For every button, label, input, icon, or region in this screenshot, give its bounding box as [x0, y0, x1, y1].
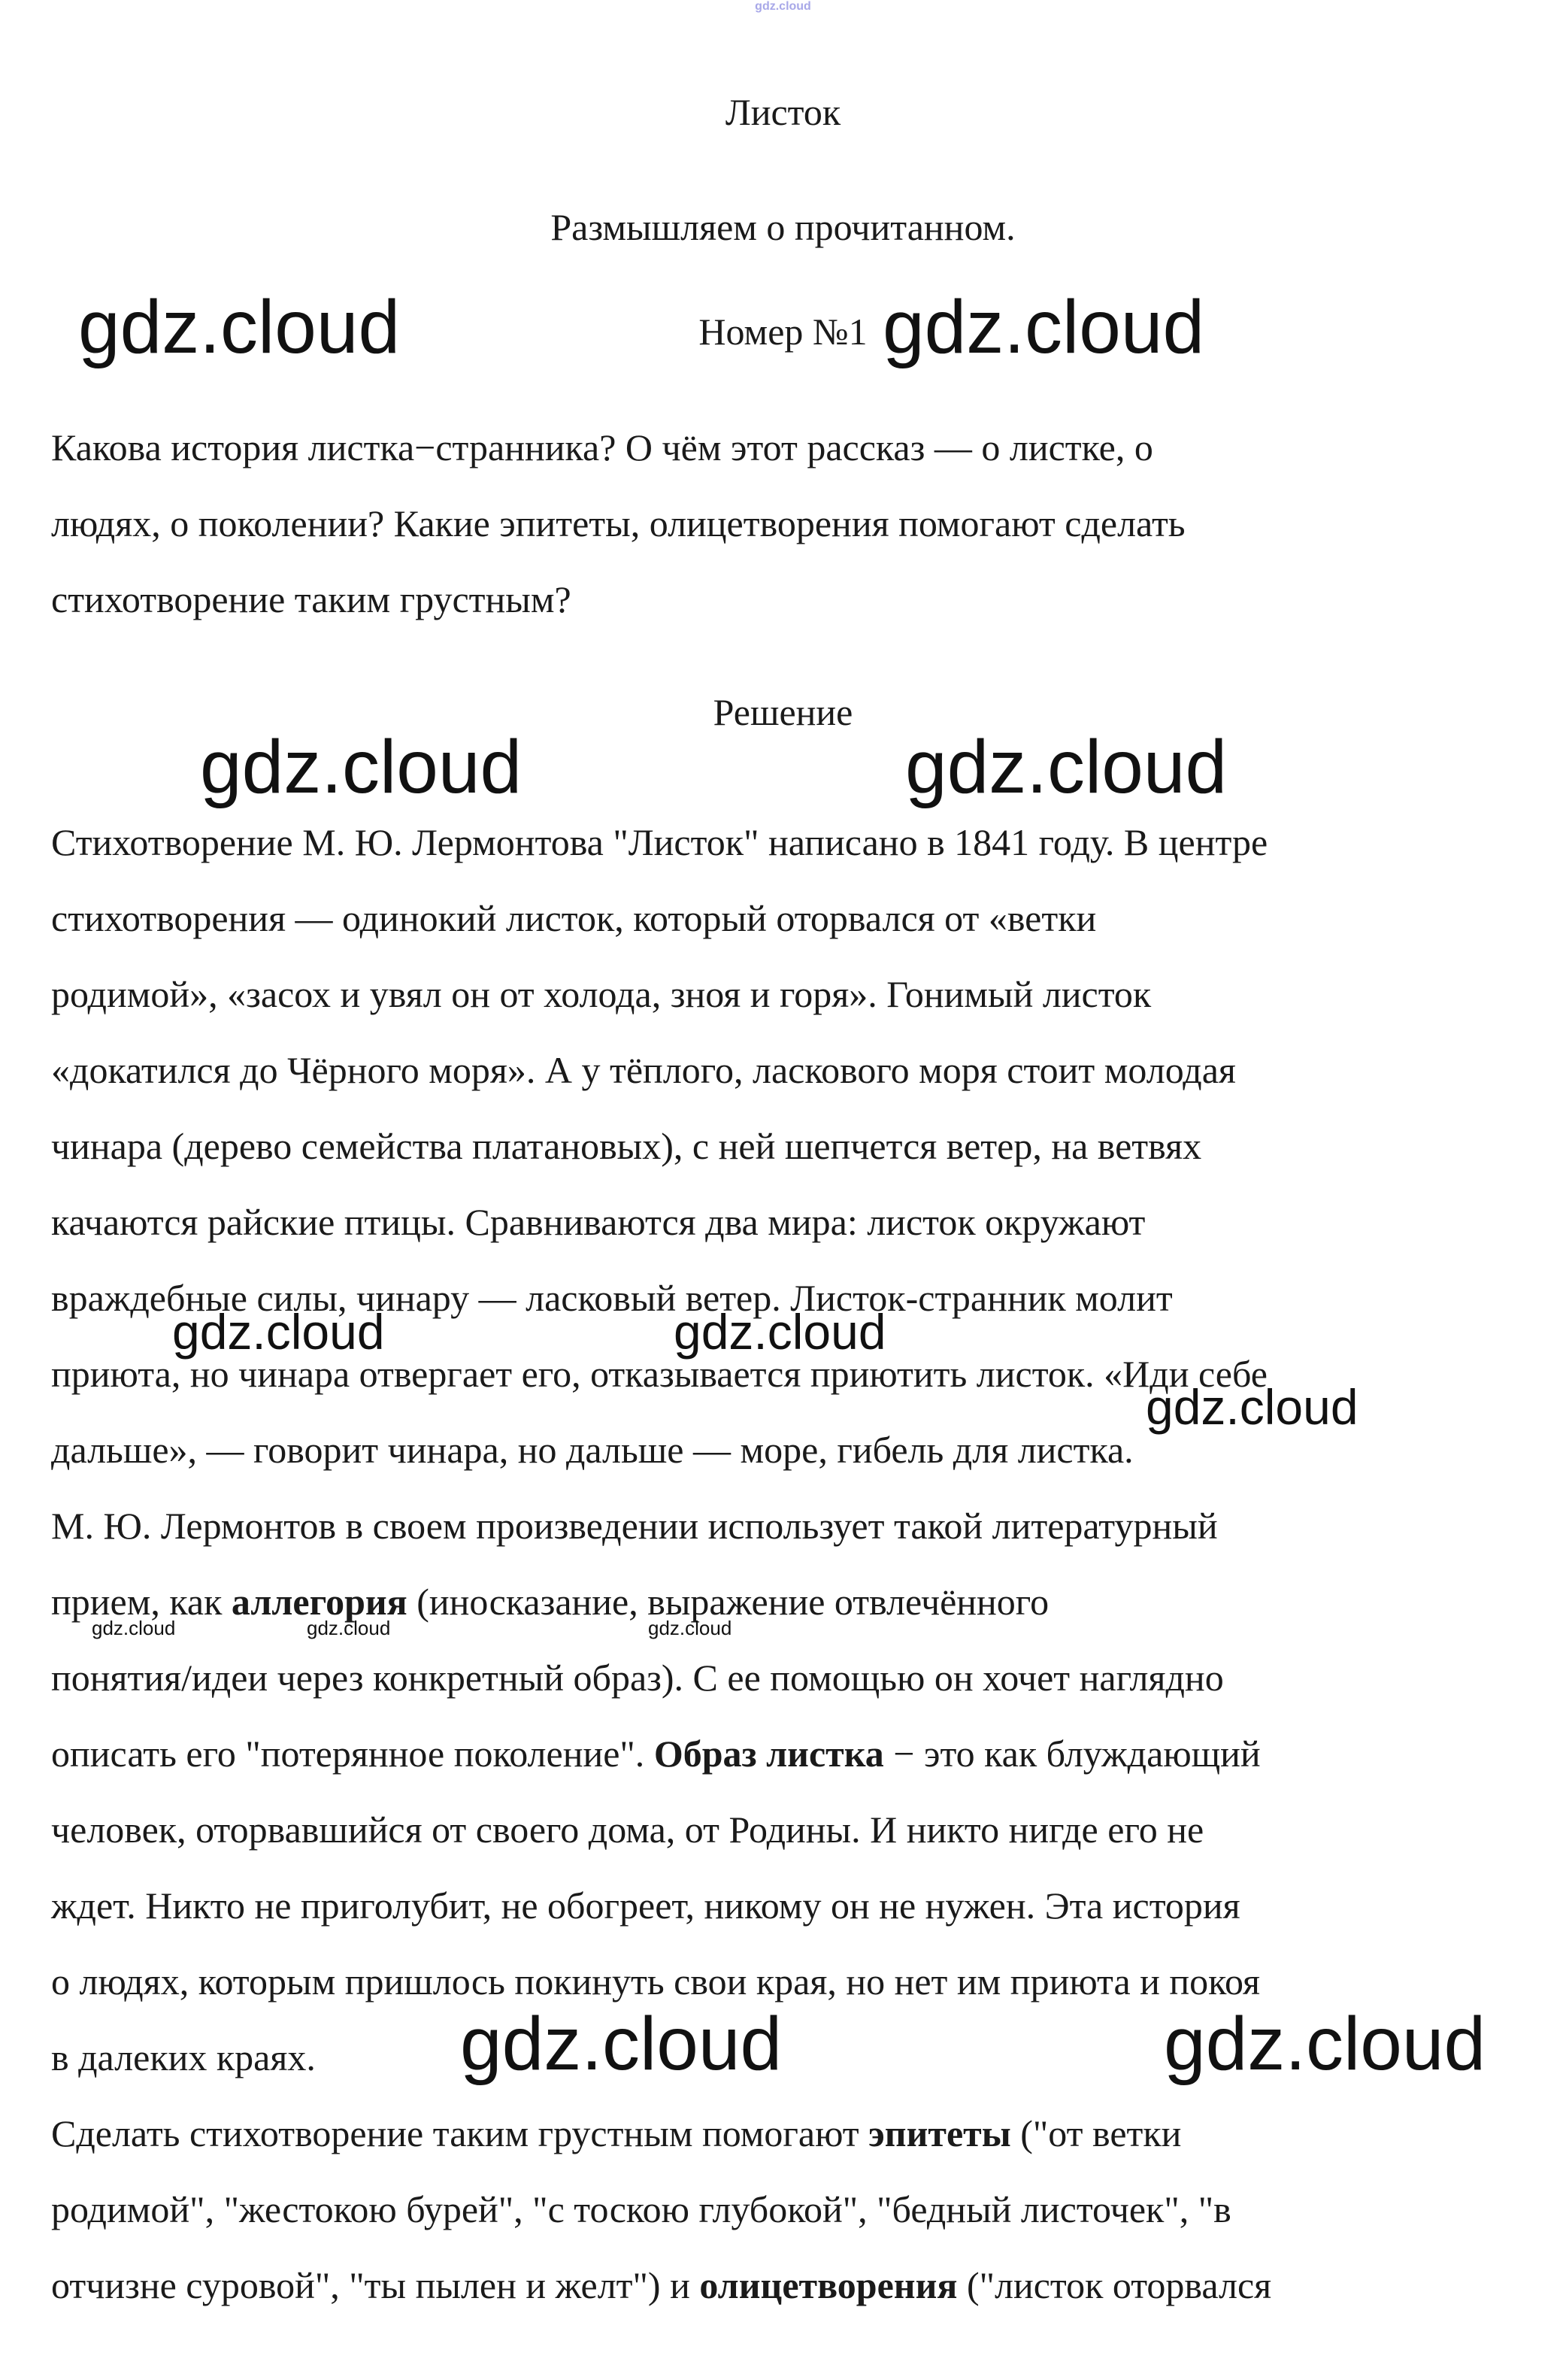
top-watermark: gdz.cloud	[755, 0, 811, 13]
text-span: ("от ветки	[1010, 2112, 1182, 2154]
solution-paragraph-3	[51, 2096, 1540, 2324]
text-line: в далеких краях.	[51, 2036, 316, 2078]
text-line: приюта, но чинара отвергает его, отказывается приютить листок. «Иди себе	[51, 1353, 1268, 1395]
watermark: gdz.cloud	[172, 1304, 385, 1360]
text-line: о людях, которым пришлось покинуть свои края, но нет им приюта и покоя	[51, 1960, 1260, 2003]
text-line: качаются райские птицы. Сравниваются два мира: листок окружают	[51, 1201, 1146, 1243]
solution-heading: Решение	[713, 691, 853, 733]
text-span: − это как блуждающий	[883, 1733, 1261, 1775]
watermark: gdz.cloud	[674, 1304, 886, 1360]
watermark: gdz.cloud	[307, 1617, 391, 1639]
text-line: родимой", "жестокою бурей", "с тоскою глубокой", "бедный листочек", "в	[51, 2188, 1231, 2230]
term-leaf-image: Образ листка	[653, 1733, 884, 1775]
term-personification: олицетворения	[699, 2264, 958, 2306]
text-span: прием, как	[51, 1581, 232, 1623]
text-line: понятия/идеи через конкретный образ). С ее помощью он хочет наглядно	[51, 1657, 1224, 1699]
text-line	[51, 2096, 1540, 2172]
text-span: (иносказание, выражение отвлечённого	[407, 1581, 1050, 1623]
term-allegory: аллегория	[231, 1581, 407, 1623]
text-span: отчизне суровой", "ты пылен и желт") и	[51, 2264, 700, 2306]
watermark: gdz.cloud	[1164, 2002, 1486, 2086]
watermark: gdz.cloud	[78, 285, 401, 369]
text-line: «докатился до Чёрного моря». А у тёплого, ласкового моря стоит молодая	[51, 1049, 1236, 1091]
text-line: Стихотворение М. Ю. Лермонтова "Листок" написано в 1841 году. В центре	[51, 821, 1268, 863]
text-span: Сделать стихотворение таким грустным помогают	[51, 2112, 869, 2154]
text-line	[51, 2248, 1540, 2324]
question-line: стихотворение таким грустным?	[51, 578, 571, 620]
section-subtitle: Размышляем о прочитанном.	[550, 206, 1016, 248]
watermark: gdz.cloud	[905, 725, 1228, 809]
text-line: М. Ю. Лермонтов в своем произведении использует такой литературный	[51, 1505, 1218, 1547]
text-line: родимой», «засох и увял он от холода, зноя и горя». Гонимый листок	[51, 973, 1152, 1015]
text-span: описать его "потерянное поколение".	[51, 1733, 654, 1775]
exercise-number: Номер №1	[698, 311, 868, 353]
text-line: враждебные силы, чинару — ласковый ветер. Листок-странник молит	[51, 1277, 1173, 1319]
text-span: ("листок оторвался	[957, 2264, 1272, 2306]
text-line: человек, оторвавшийся от своего дома, от Родины. И никто нигде его не	[51, 1808, 1204, 1851]
question-text	[51, 410, 1540, 638]
watermark: gdz.cloud	[92, 1617, 176, 1639]
text-line: ждет. Никто не приголубит, не обогреет, никому он не нужен. Эта история	[51, 1884, 1240, 1927]
watermark: gdz.cloud	[460, 2002, 783, 2086]
text-line	[51, 1564, 1540, 1640]
watermark: gdz.cloud	[200, 725, 523, 809]
text-line: стихотворения — одинокий листок, который оторвался от «ветки	[51, 897, 1097, 939]
page-title: Листок	[725, 91, 841, 133]
watermark: gdz.cloud	[883, 285, 1205, 369]
text-line: дальше», — говорит чинара, но дальше — море, гибель для листка.	[51, 1429, 1134, 1471]
question-line: Какова история листка−странника? О чём этот рассказ — о листке, о	[51, 426, 1153, 468]
text-line: чинара (дерево семейства платановых), с ней шепчется ветер, на ветвях	[51, 1125, 1202, 1167]
question-line: людях, о поколении? Какие эпитеты, олицетворения помогают сделать	[51, 502, 1186, 544]
watermark: gdz.cloud	[648, 1617, 732, 1639]
watermark: gdz.cloud	[1146, 1379, 1359, 1435]
term-epithets: эпитеты	[868, 2112, 1011, 2154]
text-line	[51, 1716, 1540, 1792]
